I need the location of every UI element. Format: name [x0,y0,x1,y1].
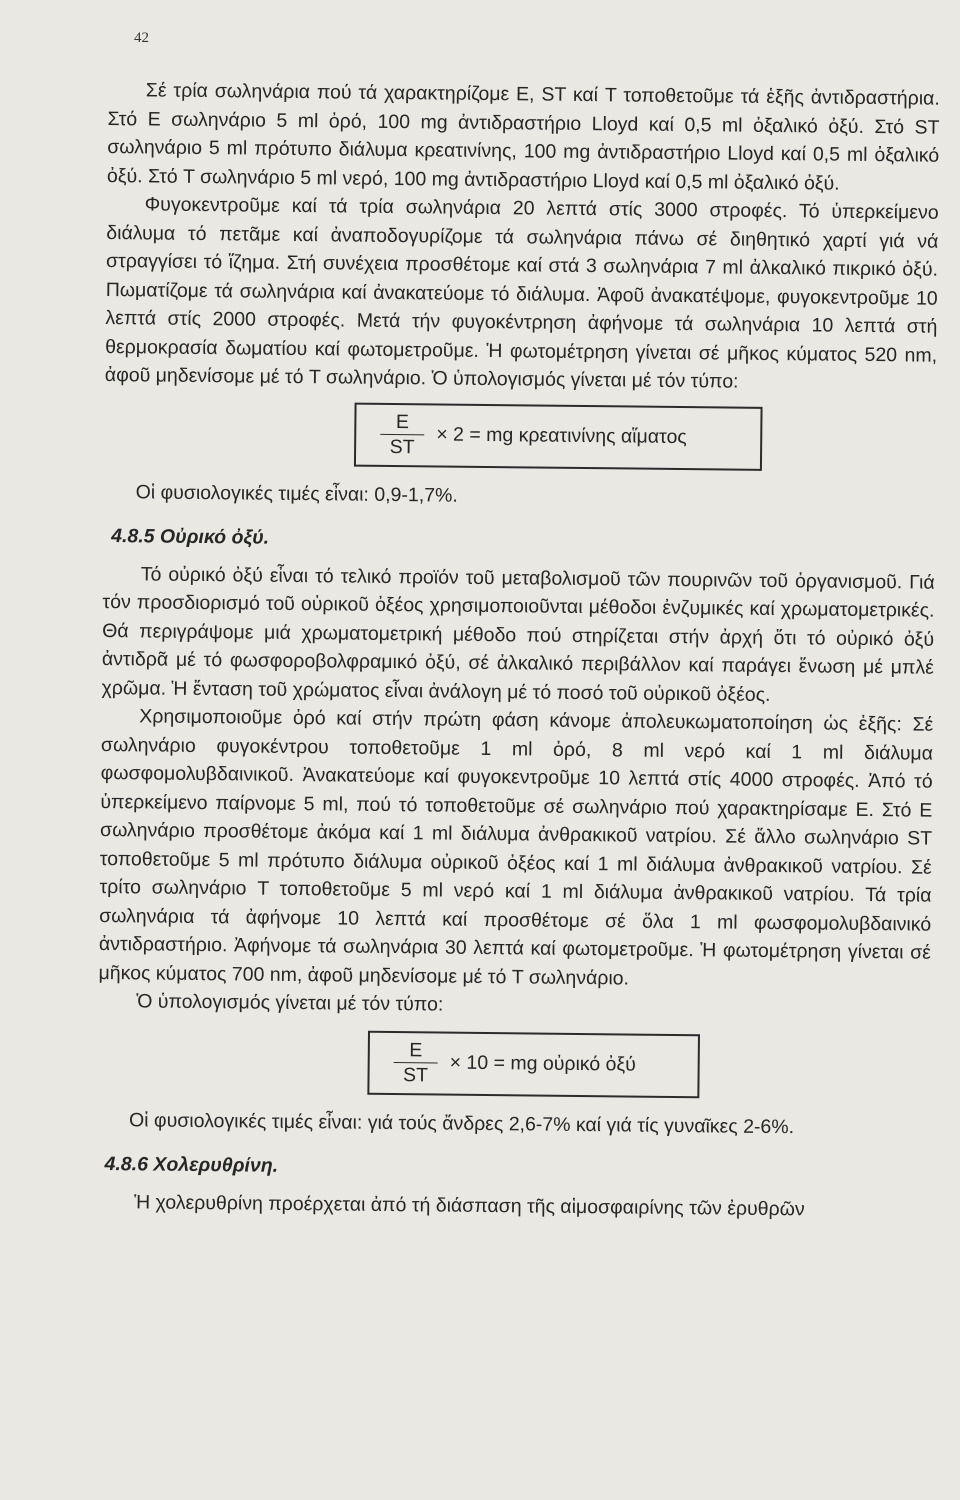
fraction-denominator: ST [389,435,415,459]
formula-fraction [380,410,425,459]
paragraph-reagents: Σέ τρία σωληνάρια πού τά χαρακτηρίζομε E, ST καί T τοποθετοῦμε τά ἑξῆς ἀντιδραστήρια. Στό E σωληνάριο 5 ml ὀρό, 100 mg ἀντιδραστήριο Lloyd καί 0,5 ml ὀξαλικό ὀξύ. Στό ST σωληνάριο 5 ml πρότυπο διάλυμα κρεατινίνης, 100 mg ἀντιδραστήριο Lloyd καί 0,5 ml ὀξαλικό ὀξύ. Στό T σωληνάριο 5 ml νερό, 100 mg ἀντιδραστήριο Lloyd καί 0,5 ml ὀξαλικό ὀξύ. [106,79,940,195]
fraction-denominator: ST [402,1064,429,1087]
formula-result: × 10 = mg οὐρικό ὀξύ [449,1051,636,1076]
section-heading-bilirubin: 4.8.6 Χολερυθρίνη. [104,1152,279,1177]
formula-uric-acid [367,1030,700,1097]
formula-result: × 2 = mg κρεατινίνης αἵματος [436,423,687,449]
formula-creatinine [354,402,763,470]
paragraph-centrifuge-procedure: Φυγοκεντροῦμε καί τά τρία σωληνάρια 20 λεπτά στίς 3000 στροφές. Τό ὑπερκείμενο διάλυμα τό πετᾶμε καί ἀναποδογυρίζομε τά σωληνάρια πάνω σέ διηθητικό χαρτί γιά νά στραγγίσει τό ἵζημα. Στή συνέχεια προσθέτομε καί στά 3 σωληνάρια 7 ml ἀλκαλικό πικρικό ὀξύ. Πωματίζομε τά σωληνάρια καί ἀνακατεύομε τό διάλυμα. Ἀφοῦ ἀνακατέψομε, φυγοκεντροῦμε 10 λεπτά στίς 2000 στροφές. Μετά τήν φυγοκέντρηση ἀφήνομε τά σωληνάρια 10 λεπτά στή θερμοκρασία δωματίου καί φωτομετροῦμε. Ἡ φωτομέτρηση γίνεται σέ μῆκος κύματος 520 nm, ἀφοῦ μηδενίσομε μέ τό T σωληνάριο. Ὁ ὑπολογισμός γίνεται μέ τόν τύπο: [104,193,939,393]
normal-values-uric-acid: Οἱ φυσιολογικές τιμές εἶναι: γιά τούς ἄνδρες 2,6-7% καί γιά τίς γυναῖκες 2-6%. [128,1108,795,1138]
formula-fraction [393,1038,438,1087]
section-heading-uric-acid: 4.8.5 Οὐρικό ὀξύ. [111,524,270,549]
normal-values-creatinine: Οἱ φυσιολογικές τιμές εἶναι: 0,9-1,7%. [135,480,458,507]
page-content [96,76,940,1225]
paragraph-bilirubin-intro: Ἡ χολερυθρίνη προέρχεται ἀπό τή διάσπαση τῆς αἱμοσφαιρίνης τῶν ἐρυθρῶν [134,1190,805,1220]
paragraph-calculation-intro: Ὁ ὑπολογισμός γίνεται μέ τόν τύπο: [136,990,444,1016]
paragraph-uric-acid-intro: Τό οὐρικό ὀξύ εἶναι τό τελικό προϊόν τοῦ μεταβολισμοῦ τῶν πουρινῶν τοῦ ὀργανισμοῦ. Γιά τόν προσδιορισμό τοῦ οὐρικοῦ ὀξέος χρησιμοποιοῦνται μέθοδοι ἐνζυμικές καί χρωματομετρικές. Θά περιγράψομε μιά χρωματομετρική μέθοδο πού στηρίζεται στήν ἀρχή ὅτι τό οὐρικό ὀξύ ἀντιδρᾶ μέ τό φωσφοροβολφραμικό ὀξύ, σέ ἀλκαλικό περιβάλλον καί παράγει ἕνωση μέ μπλέ χρῶμα. Ἡ ἔνταση τοῦ χρώματος εἶναι ἀνάλογη μέ τό ποσό τοῦ οὐρικοῦ ὀξέος. [101,562,935,706]
paragraph-uric-acid-procedure: Χρησιμοποιοῦμε ὀρό καί στήν πρώτη φάση κάνομε ἀπολευκωματοποίηση ὡς ἑξῆς: Σέ σωληνάριο φυγοκέντρου τοποθετοῦμε 1 ml ὀρό, 8 ml νερό καί 1 ml διάλυμα φωσφομολυβδαινικοῦ. Ἀνακατεύομε καί φυγοκεντροῦμε 10 λεπτά στίς 4000 στροφές. Ἀπό τό ὑπερκείμενο παίρνομε 5 ml, πού τό τοποθετοῦμε σέ σωληνάριο πού χαρακτηρίσαμε E. Στό E σωληνάριο προσθέτομε ἀκόμα καί 1 ml διάλυμα ἀνθρακικοῦ νατρίου. Σέ ἄλλο σωληνάριο ST τοποθετοῦμε 5 ml πρότυπο διάλυμα οὐρικοῦ ὀξέος καί 1 ml διάλυμα ἀνθρακικοῦ νατρίου. Σέ τρίτο σωληνάριο T τοποθετοῦμε 5 ml νερό καί 1 ml διάλυμα ἀνθρακικοῦ νατρίου. Τά τρία σωληνάρια τά ἀφήνομε 10 λεπτά καί προσθέτομε σέ ὅλα 1 ml φωσφομολυβδαινικό ἀντιδραστήριο. Ἀφήνομε τά σωληνάρια 30 λεπτά καί φωτομετροῦμε. Ἡ φωτομέτρηση γίνεται σέ μῆκος κύματος 700 nm, ἀφοῦ μηδενίσομε μέ τό T σωληνάριο. [98,705,934,990]
fraction-numerator: E [409,1039,423,1062]
page-number: 42 [134,30,149,46]
fraction-numerator: E [395,411,410,434]
